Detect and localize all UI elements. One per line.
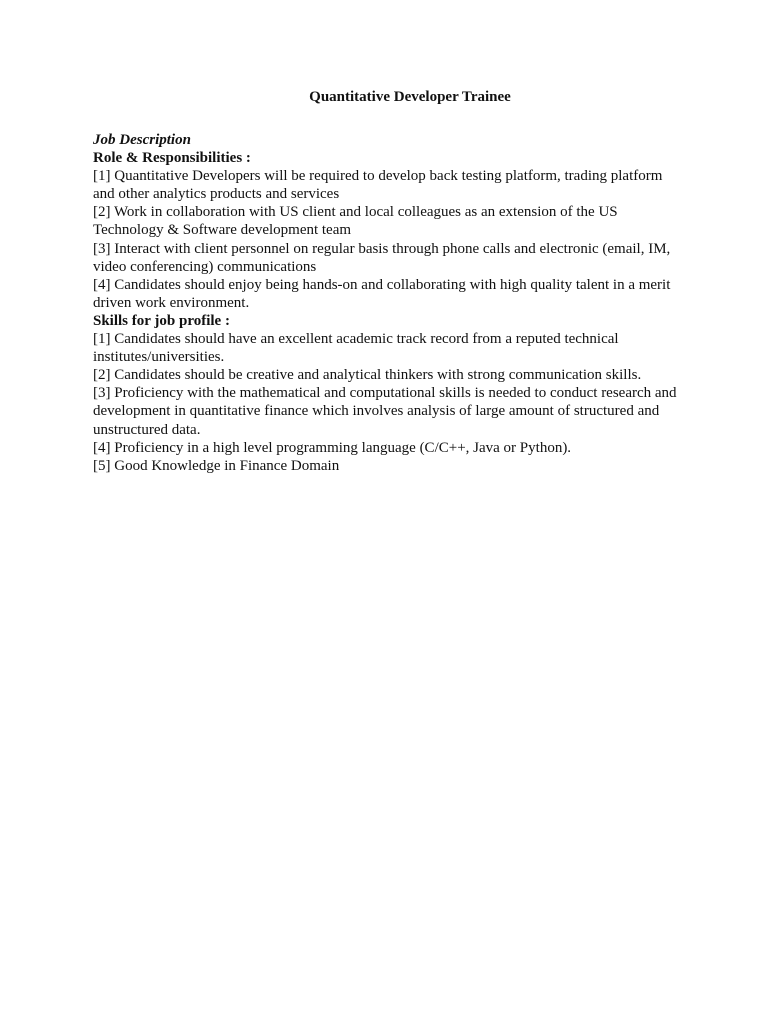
skill-item-1: [1] Candidates should have an excellent academic track record from a reputed technical institutes/universities. — [93, 331, 619, 366]
role-item-2: [2] Work in collaboration with US client and local colleagues as an extension of the US Technology & Software development team — [93, 204, 618, 239]
document-body — [93, 131, 683, 475]
roles-heading: Role & Responsibilities : — [93, 150, 251, 167]
job-description-label: Job Description — [93, 132, 191, 148]
page-title: Quantitative Developer Trainee — [309, 89, 511, 105]
skill-item-2: [2] Candidates should be creative and analytical thinkers with strong communication skills. — [93, 367, 642, 384]
skills-heading: Skills for job profile : — [93, 312, 230, 329]
role-item-3: [3] Interact with client personnel on regular basis through phone calls and electronic (email, IM, video conferencing) communications — [93, 240, 671, 275]
skill-item-4: [4] Proficiency in a high level programming language (C/C++, Java or Python). — [93, 439, 572, 456]
role-item-1: [1] Quantitative Developers will be required to develop back testing platform, trading platform and other analytics products and services — [93, 168, 663, 203]
skill-item-5: [5] Good Knowledge in Finance Domain — [93, 457, 340, 474]
role-item-4: [4] Candidates should enjoy being hands-on and collaborating with high quality talent in a merit driven work environment. — [93, 276, 671, 311]
skill-item-3: [3] Proficiency with the mathematical and computational skills is needed to conduct research and development in quantitative finance which involves analysis of large amount of structured and unstructured data. — [93, 385, 677, 438]
